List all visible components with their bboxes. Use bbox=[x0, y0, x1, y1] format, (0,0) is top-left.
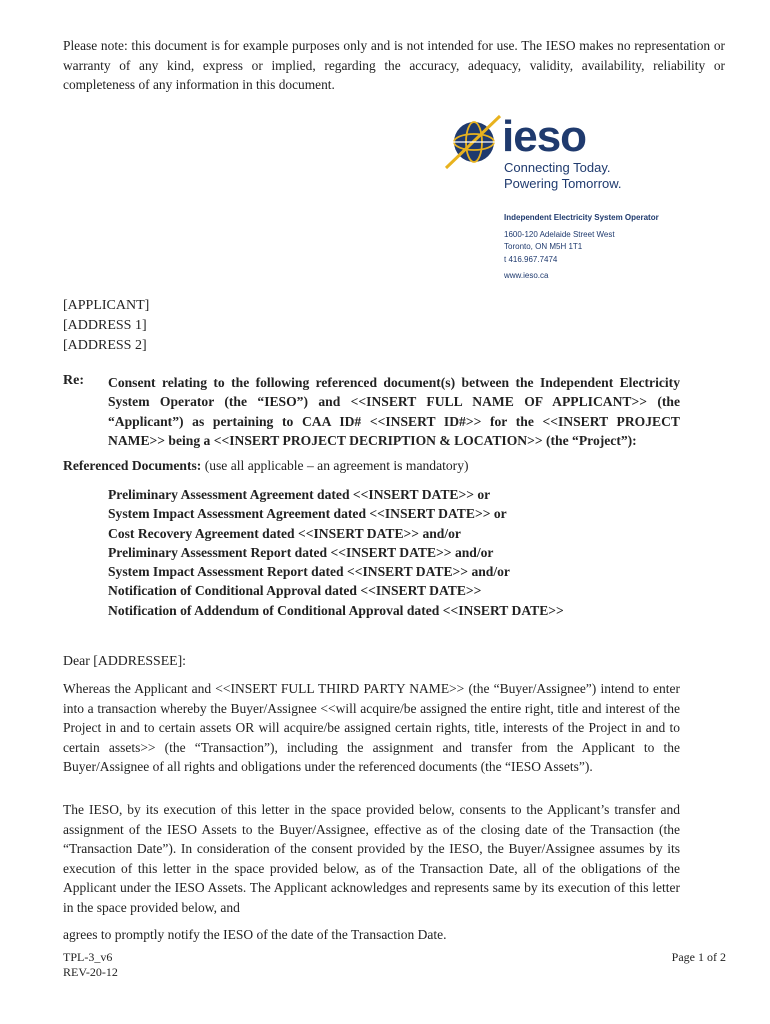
list-item: Preliminary Assessment Report dated <<INSERT DATE>> and/or bbox=[108, 544, 494, 560]
logo-tagline-2: Powering Tomorrow. bbox=[504, 176, 622, 191]
referenced-documents-label: Referenced Documents: bbox=[63, 458, 202, 473]
disclaimer-notice: Please note: this document is for example purposes only and is not intended for use. The IESO makes no representation or warranty of any kind, express or implied, regarding the accuracy, adequacy, validity, availability, reliability or completeness of any information in this document. bbox=[63, 38, 725, 92]
logo-tagline-1: Connecting Today. bbox=[504, 160, 611, 175]
address-line-2: Toronto, ON M5H 1T1 bbox=[504, 242, 583, 251]
referenced-documents-note: (use all applicable – an agreement is mandatory) bbox=[201, 458, 469, 473]
ieso-wordmark: ieso bbox=[502, 112, 587, 161]
ieso-logo bbox=[440, 112, 740, 282]
paragraph-whereas: Whereas the Applicant and <<INSERT FULL THIRD PARTY NAME>> (the “Buyer/Assignee”) intend to enter into a transaction whereby the Buyer/Assignee <<will acquire/be assigned the entire right, title and interest of the Project in and to certain assets OR will acquire/be assigned certain rights, title, interests of the Project in and to certain assets>> (the “Transaction”), including the assignment and transfer from the Applicant to the Buyer/Assignee of all rights and obligations under the referenced documents (the “IESO Assets”). bbox=[63, 681, 680, 774]
address-line-1: 1600-120 Adelaide Street West bbox=[504, 229, 615, 239]
website: www.ieso.ca bbox=[504, 271, 549, 280]
letterhead-address bbox=[504, 212, 659, 283]
org-name: Independent Electricity System Operator bbox=[504, 213, 659, 222]
list-item: Notification of Conditional Approval dated <<INSERT DATE>> bbox=[108, 583, 482, 599]
list-item: Cost Recovery Agreement dated <<INSERT DATE>> and/or bbox=[108, 525, 461, 541]
recipient-address-1: [ADDRESS 1] bbox=[63, 318, 147, 333]
paragraph-notify: agrees to promptly notify the IESO of the date of the Transaction Date. bbox=[63, 927, 447, 942]
salutation: Dear [ADDRESSEE]: bbox=[63, 653, 186, 668]
re-label: Re: bbox=[63, 373, 84, 388]
list-item: Notification of Addendum of Conditional Approval dated <<INSERT DATE>> bbox=[108, 602, 564, 618]
list-item: System Impact Assessment Report dated <<INSERT DATE>> and/or bbox=[108, 564, 510, 580]
recipient-address-2: [ADDRESS 2] bbox=[63, 338, 147, 353]
paragraph-consent: The IESO, by its execution of this letter in the space provided below, consents to the Applicant’s transfer and assignment of the IESO Assets to the Buyer/Assignee, effective as of the closing date of the Transaction (the “Transaction Date”). In consideration of the consent provided by the IESO, the Buyer/Assignee assumes by its execution of this letter in the space provided below, as of the Transaction Date, all of the obligations of the Applicant under the IESO Assets. The Applicant acknowledges and represents same by its execution of this letter in the space provided below, and bbox=[63, 802, 680, 915]
recipient-applicant: [APPLICANT] bbox=[63, 298, 150, 313]
footer-codes bbox=[63, 950, 118, 980]
re-subject: Consent relating to the following referenced document(s) between the Independent Electricity System Operator (the “IESO”) and <<INSERT FULL NAME OF APPLICANT>> (the “Applicant”) as pertaining to CAA ID# <<INSERT ID#>> for the <<INSERT PROJECT NAME>> being a <<INSERT PROJECT DECRIPTION & LOCATION>> (the “Project”): bbox=[108, 375, 680, 449]
ieso-globe-icon bbox=[440, 112, 504, 176]
referenced-documents-heading bbox=[63, 458, 469, 474]
recipient-block bbox=[63, 296, 149, 356]
page-number: Page 1 of 2 bbox=[671, 950, 726, 964]
template-code: TPL-3_v6 bbox=[63, 950, 113, 964]
list-item: Preliminary Assessment Agreement dated <<INSERT DATE>> or bbox=[108, 487, 491, 502]
revision-code: REV-20-12 bbox=[63, 965, 118, 979]
phone-number: t 416.967.7474 bbox=[504, 254, 558, 264]
referenced-documents-list bbox=[108, 485, 564, 620]
list-item: System Impact Assessment Agreement dated <<INSERT DATE>> or bbox=[108, 506, 507, 522]
